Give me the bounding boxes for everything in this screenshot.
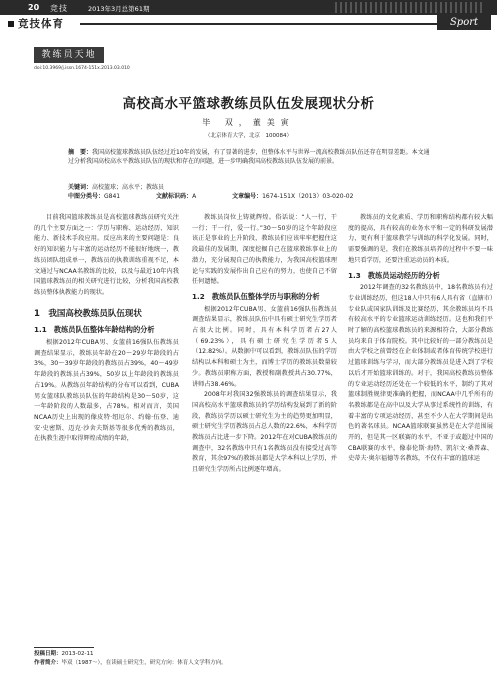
doc-code-label: 文献标识码： [156,193,193,200]
abstract [68,148,434,166]
age-paragraph: 根据2012年CUBA男、女篮前16强队伍教练员调查结果显示，教练员年龄在20～29岁年龄段的占3%，30～39岁年龄段的教练员占39%，40～49岁年龄段的教练员占39%，50岁以上年龄段的教练员占19%。从教练员年龄结构的分布可以看到，CUBA男女篮球队教练员队伍的年龄结构是30～50岁，这一年龄阶段的人数最多，占78%。相对而言，美国NCAA历史上出现的像皮特·纽厄尔、约翰·伍登、迪安·史密斯、迈克·沙舍夫斯基等很多优秀的教练员，在执教生涯中取得辉煌成绩的年龄， [34,339,179,443]
received-label: 投稿日期： [34,651,62,657]
journal-logo: 竞技 [50,4,68,13]
section-heading-1: 1 我国高校教练员队伍现状 [34,308,142,319]
education-paragraph-2: 2008年对我国32强教练员的调查结果显示，我国高校高水平篮球教练员的学历结构发展到了新的阶段，教练员学历以硕士研究生为主的趋势更加明显，硕士研究生学历教练员占总人数的22.6%，本科学历教练员占比进一步下降。2012年在对CUBA教练员的调查中，32名教练中只有1名教练员没有接受过高等教育，其余97%的教练员都是大学本科以上学历，并且研究生学历所占比例逐年增高。 [192,391,337,474]
article-id-item [232,192,353,201]
subsection-heading-1-2: 1.2 教练员队伍整体学历与职称的分析 [192,291,320,301]
article-id-value: 1674-151X（2013）03-020-02 [262,193,354,200]
subsection-heading-1-3: 1.3 教练员运动经历的分析 [348,270,440,280]
classification-line [68,192,434,201]
article-title: 高校高水平篮球教练员队伍发展现状分析 [122,96,375,112]
running-header [0,0,497,15]
keywords-label: 关键词： [68,184,93,191]
education-paragraph: 根据2012年CUBA男、女篮前16强队伍教练员调查结果显示，教练员队伍中具有硕士研究生学历者占很大比例。同时，具有本科学历者占27人（69.23%），具有硕士研究生学历者5人（12.82%）。从数据中可以看到，教练员队伍的学历结构以本科和硕士为主，而博士学历的教练员数量较少。教练员职称方面，教授和副教授共占30.77%，讲师占38.46%。 [192,305,337,388]
keywords-text: 高校篮球；高水平；教练员 [92,184,165,191]
author-bio-label: 作者简介： [34,660,62,666]
received-date: 2013-02-11 [61,651,94,657]
page-number: 20 [28,3,40,12]
doc-code-item [156,192,196,201]
article-id-label: 文章编号： [232,193,263,200]
decorative-stripes [335,2,485,13]
section-brand [8,16,64,31]
quality-paragraph: 教练员的文化素质、学历和职称结构都有较大幅度的提高，具有较高的业务水平和一定的科研发展潜力，更有利于篮球教学与训练的科学化发展。同时，需要强调的是，我们在教练员培养的过程中不要一味地只看学历，还要注重运动员的本质。 [348,214,493,264]
doi: doi:10.3969/j.issn.1674-151x.2013.03.010 [34,66,130,71]
experience-paragraph: 2012年调查的32名教练员中，18名教练员有过专业训练经历，但这18人中只有6人具有省（直辖市）专业队或国家队训练及比赛经历，其余教练员均不具有较高水平的专业篮球运动训练经历。这也和我们平时了解的高校篮球教练员的来源相符合，大部分教练员均来自于体育院校。其中比较好的一部分教练员是由大学校之前曾经在企业体制或者体育传统学校进行过篮球训练与学习，而大部分教练员是进入到了学校以后才开始篮球训练的。对于，我国高校教练员整体的专业运动经历还处在一个较低的水平，制约了其对篮球制胜规律更准确的把握，而NCAA中几乎所有的名教练都是在高中以及大学从事过系统性的训练，有着丰富的专项运动经历，甚至不少人在大学期间是出色的著名球员。NCAA篮球联赛虽然是在大学范围展开的，但是其一区联赛的水平，不亚于或超过中国的CBA联赛的水平，像泰伦斯·海特、凯尔文·桑普森、史蒂夫·奥尔福德等名教练，不仅有丰富的篮球运 [348,284,493,463]
author-bio-text: 毕双（1987～），在读硕士研究生，研究方向：体育人文学科方向。 [61,660,227,666]
footnote-rule [34,647,94,648]
body-column-3 [348,213,493,465]
keywords-line [68,183,434,192]
abstract-label: 摘 要： [68,149,93,156]
body-column-1 [34,213,179,445]
sport-tab: Sport [437,15,491,30]
square-icon [8,21,14,27]
clc-item [68,192,120,201]
body-column-2 [192,213,337,476]
header-rule [80,23,440,25]
received-line [34,650,227,659]
abstract-text: 我国高校篮球教练员队伍经过近10年的发展，有了显著的进步，但整体水平与世界一流高校教练员队伍还存在明显差距。本文通过分析我国高校高水平教练员队伍的现状和存在的问题，进一步明确我国高校教练员队伍发展的前景。 [68,149,430,165]
subsection-heading-1-1: 1.1 教练员队伍整体年龄结构的分析 [34,325,155,335]
column-tag: 教练员天地 [34,47,104,63]
clc-label: 中图分类号： [68,193,105,200]
author-bio-line [34,659,227,668]
career-paragraph: 教练员岗位上铸就辉煌。俗话说：“人一行，干一行；干一行，爱一行。”30～50岁的这个年龄段应该正是事业的上升阶段，教练员们应该牢牢把握住这段最佳的发展期，深度挖掘自己在篮球教练事业上的潜力，充分展现自己的执教能力，为我国高校篮球理论与实践的发展作出自己应有的努力，也使自己不留任何遗憾。 [192,214,337,286]
doc-code-value: A [192,193,197,200]
clc-value: G841 [104,193,121,200]
footnote [34,650,227,668]
issue-label: 2013年3月总第61期 [88,5,150,13]
section-header-row [0,15,497,29]
section-brand-label: 竞技体育 [18,18,64,30]
article-authors: 毕 双，董美寅 [202,118,295,127]
intro-paragraph: 目前我国篮球教练员是高校篮球教练员研究关注的几个主要方面之一：学历与职称、运动经历、知识能力、新技术手段应用。反应出来的主要问题是：良好的知识能力与丰富的运动经历不能很好地统一，教练员团队组成单一，教练员的执教训练重视不足，本文通过与NCAA名教练的比较，以及与最近10年内我国篮球教练员的相关研究进行比较，分析我国高校教练员整体执教能力的现状。 [34,214,179,296]
article-meta [68,183,434,201]
author-affiliation: （北京体育大学，北京 100084） [205,133,292,139]
